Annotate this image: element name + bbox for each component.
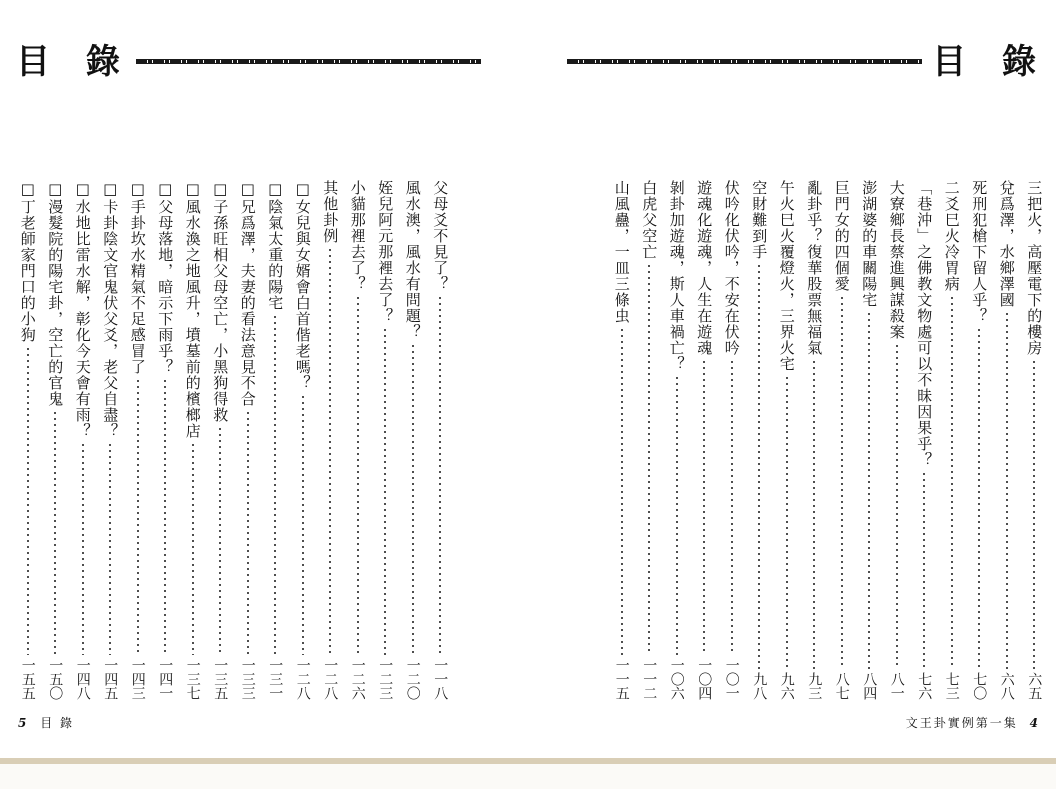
toc-entry-page: 七六 (916, 672, 933, 700)
toc-leader-dots (951, 295, 953, 669)
toc-entry-title: □女兒與女婿會白首偕老嗎？ (293, 180, 312, 391)
toc-entry (69, 180, 97, 700)
right-toc (608, 180, 1048, 700)
toc-entry-title: 其他卦例 (321, 180, 340, 244)
toc-entry-title: □卡卦陰文官鬼伏父爻，老父自盡？ (101, 180, 120, 439)
toc-entry-title: 白虎父空亡 (640, 180, 659, 260)
toc-entry-title: □父母落地，暗示下雨乎？ (156, 180, 175, 375)
toc-entry (344, 180, 372, 700)
toc-entry-title: 兌爲澤，水鄉澤國 (997, 180, 1016, 308)
toc-entry-page: 九三 (806, 672, 823, 700)
toc-entry (966, 180, 994, 700)
toc-entry-title: 「巷沖」之佛教文物處可以不昧因果乎？ (915, 180, 934, 468)
toc-leader-dots (164, 378, 166, 655)
toc-entry (234, 180, 262, 700)
toc-entry (856, 180, 884, 700)
toc-entry (636, 180, 664, 700)
toc-entry-title: 剝卦加遊魂，斯人車禍亡？ (667, 180, 686, 372)
heading-rule (136, 59, 481, 64)
toc-leader-dots (439, 295, 441, 655)
toc-entry-title: 風水澳，風水有問題？ (403, 180, 422, 340)
toc-entry (691, 180, 719, 700)
left-page (0, 0, 528, 757)
toc-entry-title: 伏吟化伏吟，不安在伏吟 (722, 180, 741, 356)
toc-entry-page: 一一八 (432, 658, 449, 700)
heading-rule (567, 59, 922, 64)
left-footer-label: 目 錄 (40, 716, 75, 730)
toc-entry-title: □兄爲澤，夫妻的看法意見不合 (238, 180, 257, 407)
toc-leader-dots (27, 346, 29, 655)
toc-entry (993, 180, 1021, 700)
toc-entry (746, 180, 774, 700)
toc-entry-page: 一三七 (184, 658, 201, 700)
toc-entry (801, 180, 829, 700)
toc-entry (179, 180, 207, 700)
toc-leader-dots (841, 295, 843, 669)
toc-entry-title: □手卦坎水精氣不足感冒了 (128, 180, 147, 375)
toc-entry-title: 父母爻不見了？ (431, 180, 450, 292)
toc-leader-dots (868, 311, 870, 669)
toc-entry (207, 180, 235, 700)
toc-leader-dots (813, 359, 815, 669)
toc-entry-page: 一三一 (267, 658, 284, 700)
toc-leader-dots (384, 327, 386, 655)
toc-entry (14, 180, 42, 700)
toc-entry (317, 180, 345, 700)
toc-entry (289, 180, 317, 700)
toc-entry-title: □水地比雷水解，彰化今天會有雨？ (73, 180, 92, 439)
toc-entry-page: 一二八 (322, 658, 339, 700)
toc-entry-page: 八四 (861, 672, 878, 700)
toc-entry (938, 180, 966, 700)
right-footer-label: 文王卦實例第一集 (905, 716, 1018, 730)
left-toc (14, 180, 454, 700)
toc-leader-dots (758, 263, 760, 669)
toc-leader-dots (703, 359, 705, 655)
left-page-number: 5 (18, 716, 29, 730)
toc-entry-title: 死刑犯槍下留人乎？ (970, 180, 989, 324)
toc-entry (427, 180, 455, 700)
toc-leader-dots (357, 295, 359, 655)
toc-leader-dots (219, 426, 221, 655)
toc-entry-page: 一一五 (613, 658, 630, 700)
toc-leader-dots (896, 343, 898, 669)
toc-entry (773, 180, 801, 700)
toc-entry-title: □漫髮院的陽宅卦，空亡的官鬼 (46, 180, 65, 407)
toc-entry (1021, 180, 1049, 700)
toc-entry-page: 六八 (998, 672, 1015, 700)
toc-entry-page: 八七 (833, 672, 850, 700)
toc-leader-dots (109, 442, 111, 655)
toc-entry-title: 巨門女的四個愛 (832, 180, 851, 292)
toc-leader-dots (192, 442, 194, 655)
toc-entry-page: 六五 (1026, 672, 1043, 700)
toc-leader-dots (329, 247, 331, 655)
toc-entry-title: 澎湖婆的車關陽宅 (860, 180, 879, 308)
toc-entry (124, 180, 152, 700)
toc-entry-page: 一四三 (129, 658, 146, 700)
toc-entry-page: 一二三 (377, 658, 394, 700)
toc-entry-title: 遊魂化遊魂，人生在遊魂 (695, 180, 714, 356)
toc-leader-dots (648, 263, 650, 655)
toc-entry-page: 一二八 (294, 658, 311, 700)
toc-leader-dots (621, 327, 623, 655)
toc-entry (608, 180, 636, 700)
toc-entry-page: 一一二 (641, 658, 658, 700)
right-heading (567, 38, 1048, 82)
toc-leader-dots (923, 471, 925, 669)
toc-entry-page: 一三五 (212, 658, 229, 700)
toc-leader-dots (54, 410, 56, 655)
toc-leader-dots (731, 359, 733, 655)
toc-entry (828, 180, 856, 700)
toc-entry (152, 180, 180, 700)
toc-leader-dots (1006, 311, 1008, 669)
right-page-number: 4 (1029, 716, 1040, 730)
toc-entry-title: 午火巳火覆燈火，三界火宅 (777, 180, 796, 372)
right-footer (906, 714, 1046, 731)
toc-entry-page: 七〇 (971, 672, 988, 700)
right-heading-title: 目 錄 (932, 41, 1048, 82)
left-heading (16, 38, 481, 82)
toc-entry-page: 一〇一 (723, 658, 740, 700)
toc-entry-title: □丁老師家門口的小狗 (18, 180, 37, 343)
toc-leader-dots (676, 375, 678, 655)
toc-leader-dots (247, 410, 249, 655)
toc-entry-page: 一二六 (349, 658, 366, 700)
toc-entry-page: 一四五 (102, 658, 119, 700)
toc-entry-title: 亂卦乎？復華股票無福氣 (805, 180, 824, 356)
toc-entry-title: 空財難到手 (750, 180, 769, 260)
toc-entry-page: 七三 (943, 672, 960, 700)
toc-entry-title: 小貓那裡去了？ (348, 180, 367, 292)
toc-entry-page: 九八 (751, 672, 768, 700)
toc-entry-title: 三把火，高壓電下的樓房 (1025, 180, 1044, 356)
toc-entry-title: □陰氣太重的陽宅 (266, 180, 285, 311)
toc-entry-title: 大寮鄉長蔡進興謀殺案 (887, 180, 906, 340)
toc-entry (911, 180, 939, 700)
toc-entry-page: 一五〇 (47, 658, 64, 700)
toc-entry-page: 一〇四 (696, 658, 713, 700)
toc-entry (262, 180, 290, 700)
toc-entry-title: 山風蠱，一皿三條虫 (612, 180, 631, 324)
toc-entry-page: 一三三 (239, 658, 256, 700)
toc-entry-page: 一四八 (74, 658, 91, 700)
toc-entry (883, 180, 911, 700)
toc-entry (663, 180, 691, 700)
toc-leader-dots (1033, 359, 1035, 669)
toc-entry-title: □風水渙之地風升，墳墓前的檳榔店 (183, 180, 202, 439)
toc-entry-title: □子孫旺相父母空亡，小黑狗得救 (211, 180, 230, 423)
toc-entry (42, 180, 70, 700)
toc-entry-page: 一五五 (19, 658, 36, 700)
toc-entry (399, 180, 427, 700)
toc-entry-page: 九六 (778, 672, 795, 700)
toc-leader-dots (978, 327, 980, 669)
toc-entry-title: 姪兒阿元那裡去了？ (376, 180, 395, 324)
toc-leader-dots (302, 394, 304, 655)
left-footer (12, 714, 74, 731)
page-bottom-margin (0, 764, 1056, 789)
toc-entry (97, 180, 125, 700)
toc-leader-dots (274, 314, 276, 655)
toc-leader-dots (137, 378, 139, 655)
toc-entry-title: 二爻巳火冷胃病 (942, 180, 961, 292)
toc-entry-page: 一二〇 (404, 658, 421, 700)
left-heading-title: 目 錄 (16, 41, 132, 82)
right-page (528, 0, 1056, 757)
toc-leader-dots (786, 375, 788, 669)
toc-leader-dots (412, 343, 414, 655)
toc-entry-page: 一四一 (157, 658, 174, 700)
toc-entry (718, 180, 746, 700)
toc-entry (372, 180, 400, 700)
toc-leader-dots (82, 442, 84, 655)
toc-entry-page: 一〇六 (668, 658, 685, 700)
toc-entry-page: 八一 (888, 672, 905, 700)
